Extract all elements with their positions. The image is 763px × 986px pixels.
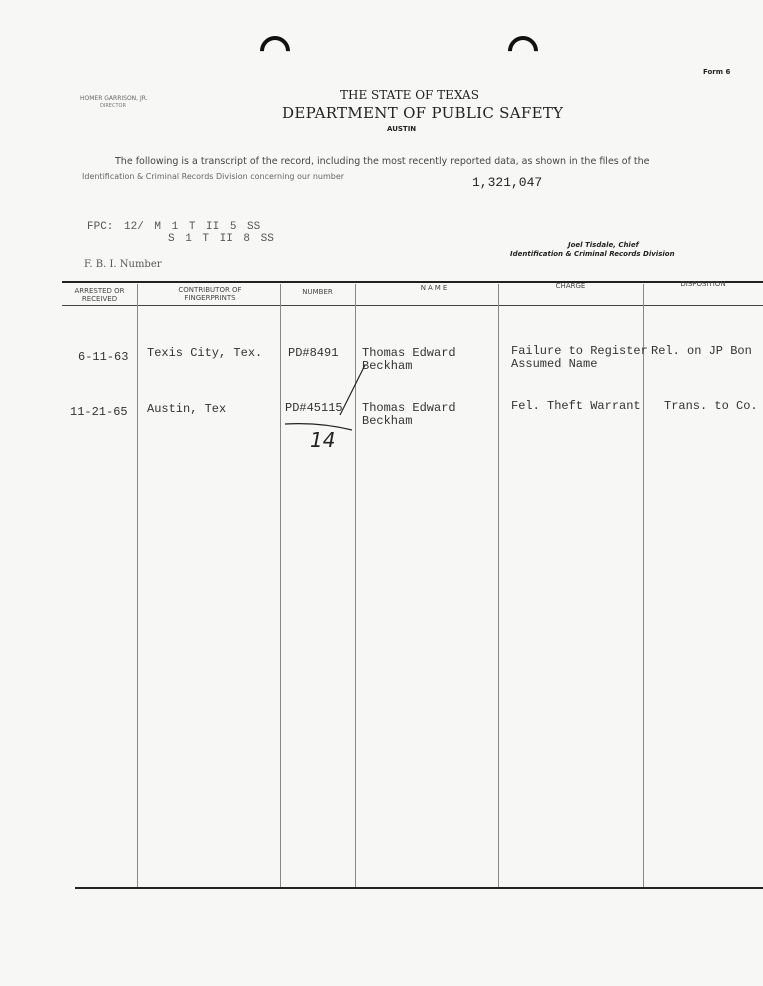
col-contributor: CONTRIBUTOR OF FINGERPRINTS (178, 286, 242, 302)
row-number: PD#8491 (288, 346, 339, 360)
row-charge: Fel. Theft Warrant (511, 399, 641, 413)
col-arrested: ARRESTED OR RECEIVED (74, 287, 125, 303)
intro-line-2: Identification & Criminal Records Division concerning our number (82, 172, 345, 181)
row-charge: Failure to Register (511, 344, 648, 358)
city-title: AUSTIN (387, 125, 417, 133)
row-number: PD#45115 (285, 401, 343, 415)
row-name: Thomas Edward (362, 401, 456, 415)
row-contributor: Texis City, Tex. (147, 346, 263, 360)
punch-hole (502, 30, 544, 72)
punch-hole (254, 30, 296, 72)
signature-division: Identification & Criminal Records Division (510, 250, 675, 258)
row-date: 6-11-63 (78, 350, 129, 364)
fpc-line-2: S 1 T II 8 SS (168, 233, 274, 245)
col-number: NUMBER (302, 288, 333, 296)
fpc-line-1: FPC: 12/ M 1 T II 5 SS (87, 221, 261, 233)
row-disposition: Rel. on JP Bon (651, 344, 752, 358)
director-title: DIRECTOR (100, 103, 126, 109)
col-name: NAME (420, 284, 450, 292)
director-name: HOMER GARRISON, JR. (80, 95, 148, 102)
handwritten-number: 14 (310, 428, 336, 452)
fbi-number-label: F. B. I. Number (84, 259, 162, 270)
form-number: Form 6 (703, 68, 731, 76)
col-charge: CHARGE (555, 282, 586, 290)
table-header-rule (62, 305, 763, 306)
row-charge-2: Assumed Name (511, 357, 598, 371)
row-date: 11-21-65 (70, 405, 128, 419)
col-disposition: DISPOSITION (680, 280, 726, 288)
row-contributor: Austin, Tex (147, 402, 227, 416)
table-bottom-rule (75, 887, 763, 889)
record-number: 1,321,047 (472, 175, 543, 190)
intro-line-1: The following is a transcript of the record, including the most recently reported data, as shown in the files of the (115, 156, 650, 167)
row-name-2: Beckham (362, 414, 413, 428)
department-title: DEPARTMENT OF PUBLIC SAFETY (282, 104, 564, 122)
signature-name: Joel Tisdale, Chief (568, 241, 639, 249)
row-disposition: Trans. to Co. (664, 399, 758, 413)
row-name-2: Beckham (362, 359, 413, 373)
state-title: THE STATE OF TEXAS (340, 88, 479, 102)
row-name: Thomas Edward (362, 346, 456, 360)
